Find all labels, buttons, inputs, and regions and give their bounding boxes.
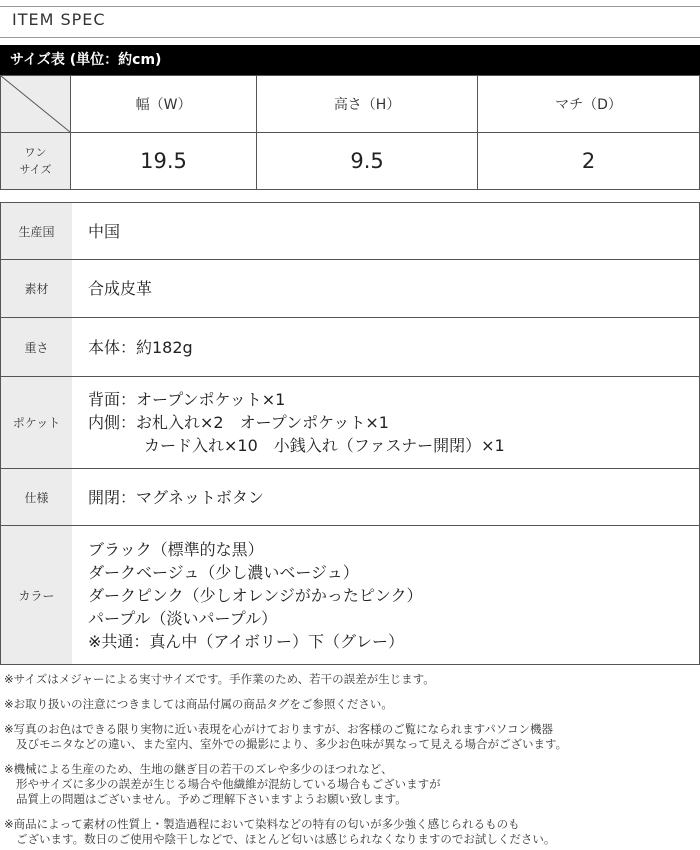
weight-value — [72, 318, 699, 376]
pocket-value — [72, 377, 699, 468]
size-table-header-row — [1, 76, 700, 133]
note-size-text: ※サイズはメジャーによる実寸サイズです。手作業のため、若干の誤差が生じます。 — [4, 672, 435, 686]
spec-table — [0, 202, 700, 665]
color-item: ダークピンク（少しオレンジがかったピンク） — [88, 585, 423, 605]
value-depth: 2 — [478, 133, 700, 190]
pocket-line-inside: 内側：お札入れ×2 オープンポケット×1 — [88, 413, 389, 432]
origin-value-text: 中国 — [88, 221, 121, 241]
closure-label: 仕様 — [1, 469, 72, 525]
pocket-label: ポケット — [1, 377, 72, 468]
weight-label: 重さ — [1, 318, 72, 376]
origin-label: 生産国 — [1, 203, 72, 259]
spec-row-material — [1, 259, 699, 317]
column-width: 幅（W） — [71, 76, 257, 133]
size-row-label-line2: サイズ — [19, 163, 52, 176]
spec-row-color — [1, 525, 699, 664]
color-item: ダークベージュ（少し濃いベージュ） — [88, 562, 359, 582]
note-photo-line2: 及びモニタなどの違い、また室内、室外での撮影により、多少お色味が異なって見える場合がございます。 — [16, 737, 568, 751]
color-label: カラー — [1, 526, 72, 664]
spec-row-origin — [1, 203, 699, 259]
note-machine — [4, 762, 696, 807]
note-machine-line3: 品質上の問題はございません。予めご理解下さいますようお願い致します。 — [16, 792, 407, 806]
note-smell-line2: ございます。数日のご使用や陰干しなどで、ほとんど匂いは感じられなくなりますのでお試しください。 — [16, 832, 556, 846]
spec-row-pocket — [1, 376, 699, 468]
column-depth: マチ（D） — [478, 76, 700, 133]
note-size — [4, 672, 696, 687]
value-height: 9.5 — [257, 133, 478, 190]
size-table-corner — [1, 76, 71, 133]
color-item: ブラック（標準的な黒） — [88, 539, 264, 559]
item-spec-header — [0, 0, 700, 38]
note-handling — [4, 697, 696, 712]
pocket-line-cards: カード入れ×10 小銭入れ（ファスナー開閉）×1 — [144, 436, 505, 455]
material-value-text: 合成皮革 — [88, 279, 153, 298]
material-label: 素材 — [1, 260, 72, 317]
material-value — [72, 260, 699, 317]
note-handling-text: ※お取り扱いの注意につきましては商品付属の商品タグをご参照ください。 — [4, 697, 393, 711]
note-machine-line2: 形やサイズに多少の誤差が生じる場合や他繊維が混紡している場合もございますが — [16, 777, 441, 791]
closure-value-text: 開閉：マグネットボタン — [88, 487, 264, 507]
size-table-row — [1, 133, 700, 190]
size-row-label-line1: ワン — [24, 146, 47, 159]
origin-value — [72, 203, 699, 259]
pocket-line-back: 背面：オープンポケット×1 — [88, 390, 286, 409]
header-top-rule — [0, 6, 700, 7]
size-table — [0, 75, 700, 190]
size-row-label — [1, 133, 71, 190]
note-machine-line1: ※機械による生産のため、生地の継ぎ目の若干のズレや多少のほつれなど、 — [4, 762, 393, 776]
weight-value-text: 本体：約182g — [88, 337, 193, 357]
spec-row-closure — [1, 468, 699, 525]
note-smell-line1: ※商品によって素材の性質上・製造過程において染料などの特有の匂いが多少強く感じられるものも — [4, 817, 520, 831]
notes — [4, 672, 696, 850]
size-table-title: サイズ表 (単位：約cm) — [0, 45, 700, 75]
note-smell — [4, 817, 696, 847]
header-bottom-rule — [0, 37, 700, 38]
diagonal-line-icon — [1, 76, 70, 132]
spec-row-weight — [1, 317, 699, 376]
column-height: 高さ（H） — [257, 76, 478, 133]
note-photo-color — [4, 722, 696, 752]
item-spec-title: ITEM SPEC — [12, 10, 106, 29]
value-width: 19.5 — [71, 133, 257, 190]
closure-value — [72, 469, 699, 525]
color-item: ※共通：真ん中（アイボリー）下（グレー） — [88, 631, 404, 651]
color-item: パープル（淡いパープル） — [88, 608, 278, 628]
color-value — [72, 526, 699, 664]
note-photo-line1: ※写真のお色はできる限り実物に近い表現を心がけておりますが、お客様のご覧になられますパソコン機器 — [4, 722, 553, 736]
